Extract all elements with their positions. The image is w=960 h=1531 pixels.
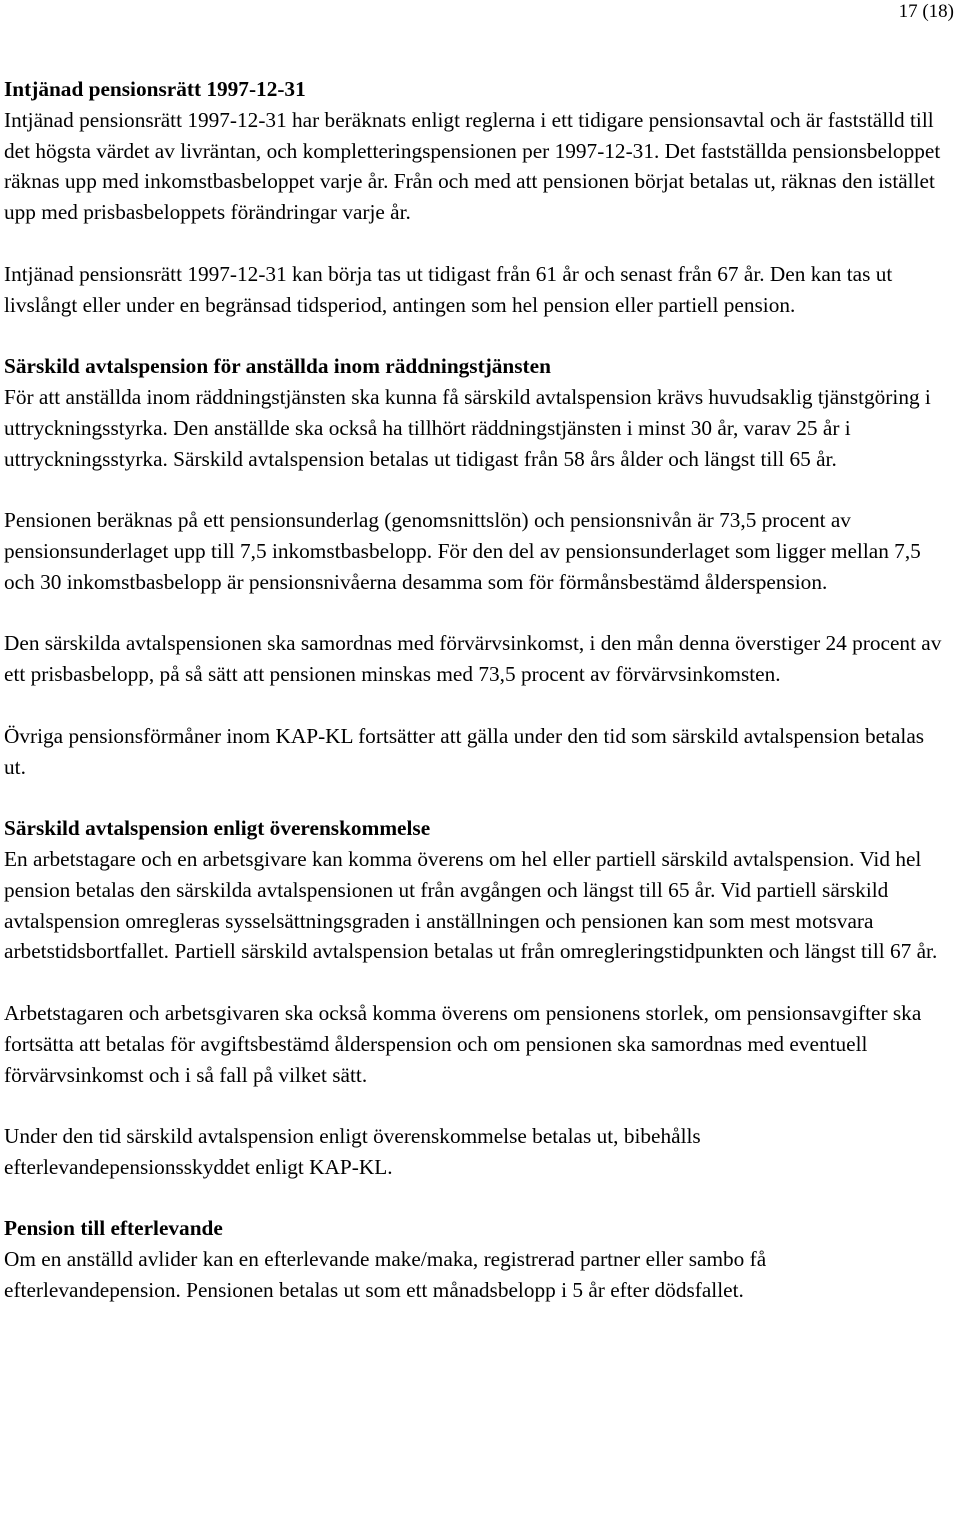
section-intjanad-pensionsratt <box>4 74 946 320</box>
page-number: 17 (18) <box>898 1 954 22</box>
section-heading: Intjänad pensionsrätt 1997-12-31 <box>4 77 306 101</box>
section-heading: Särskild avtalspension enligt överenskommelse <box>4 816 431 841</box>
paragraph: För att anställda inom räddningstjänsten ska kunna få särskild avtalspension krävs huvudsaklig tjänstgöring i uttryckningsstyrka. Den anställde ska också ha tillhört räddningstjänsten i minst 30 år, varav 25 år i uttryckningsstyrka. Särskild avtalspension betalas ut tidigast från 58 års ålder och längst till 65 år. <box>4 384 931 471</box>
paragraph: Övriga pensionsförmåner inom KAP-KL fortsätter att gälla under den tid som särskild avtalspension betalas ut. <box>4 723 925 779</box>
paragraph: Intjänad pensionsrätt 1997-12-31 har beräknats enligt reglerna i ett tidigare pensionsavtal och är fastställd till det högsta värdet av livräntan, och kompletteringspensionen per 1997-12-31. Det fastställda pensionsbeloppet räknas upp med inkomstbasbeloppet varje år. Från och med att pensionen börjat betalas ut, räknas den istället upp med prisbasbeloppets förändringar varje år. <box>4 107 941 225</box>
section-overenskommelse <box>4 813 946 1183</box>
paragraph: Pensionen beräknas på ett pensionsunderlag (genomsnittslön) och pensionsnivån är 73,5 procent av pensionsunderlaget upp till 7,5 inkomstbasbelopp. För den del av pensionsunderlaget som ligger mellan 7,5 och 30 inkomstbasbelopp är pensionsnivåerna desamma som för förmånsbestämd ålderspension. <box>4 508 921 594</box>
paragraph: Intjänad pensionsrätt 1997-12-31 kan börja tas ut tidigast från 61 år och senast från 67 år. Den kan tas ut livslångt eller under en begränsad tidsperiod, antingen som hel pension eller partiell pension. <box>4 261 893 317</box>
section-heading: Särskild avtalspension för anställda inom räddningstjänsten <box>4 354 551 379</box>
paragraph: Den särskilda avtalspensionen ska samordnas med förvärvsinkomst, i den mån denna överstiger 24 procent av ett prisbasbelopp, på så sätt att pensionen minskas med 73,5 procent av förvärvsinkomsten. <box>4 631 942 687</box>
section-heading: Pension till efterlevande <box>4 1216 223 1241</box>
section-efterlevande <box>4 1213 946 1305</box>
paragraph: Under den tid särskild avtalspension enligt överenskommelse betalas ut, bibehålls efterlevandepensionsskyddet enligt KAP-KL. <box>4 1124 701 1179</box>
document-body <box>4 74 946 1306</box>
paragraph: Om en anställd avlider kan en efterlevande make/maka, registrerad partner eller sambo få efterlevandepension. Pensionen betalas ut som ett månadsbelopp i 5 år efter dödsfallet. <box>4 1247 767 1303</box>
paragraph: En arbetstagare och en arbetsgivare kan komma överens om hel eller partiell särskild avtalspension. Vid hel pension betalas den särskilda avtalspensionen ut från avgången och längst till 65 år. Vid partiell särskild avtalspension omregleras sysselsättningsgraden i anställningen och pensionen kan som mest motsvara arbetstidsbortfallet. Partiell särskild avtalspension betalas ut från omregleringstidpunkten och längst till 67 år. <box>4 846 938 964</box>
paragraph: Arbetstagaren och arbetsgivaren ska också komma överens om pensionens storlek, om pensionsavgifter ska fortsätta att betalas för avgiftsbestämd ålderspension och om pensionen ska samordnas med eventuell förvärvsinkomst och i så fall på vilket sätt. <box>4 1000 922 1087</box>
section-raddningstjansten <box>4 351 946 782</box>
